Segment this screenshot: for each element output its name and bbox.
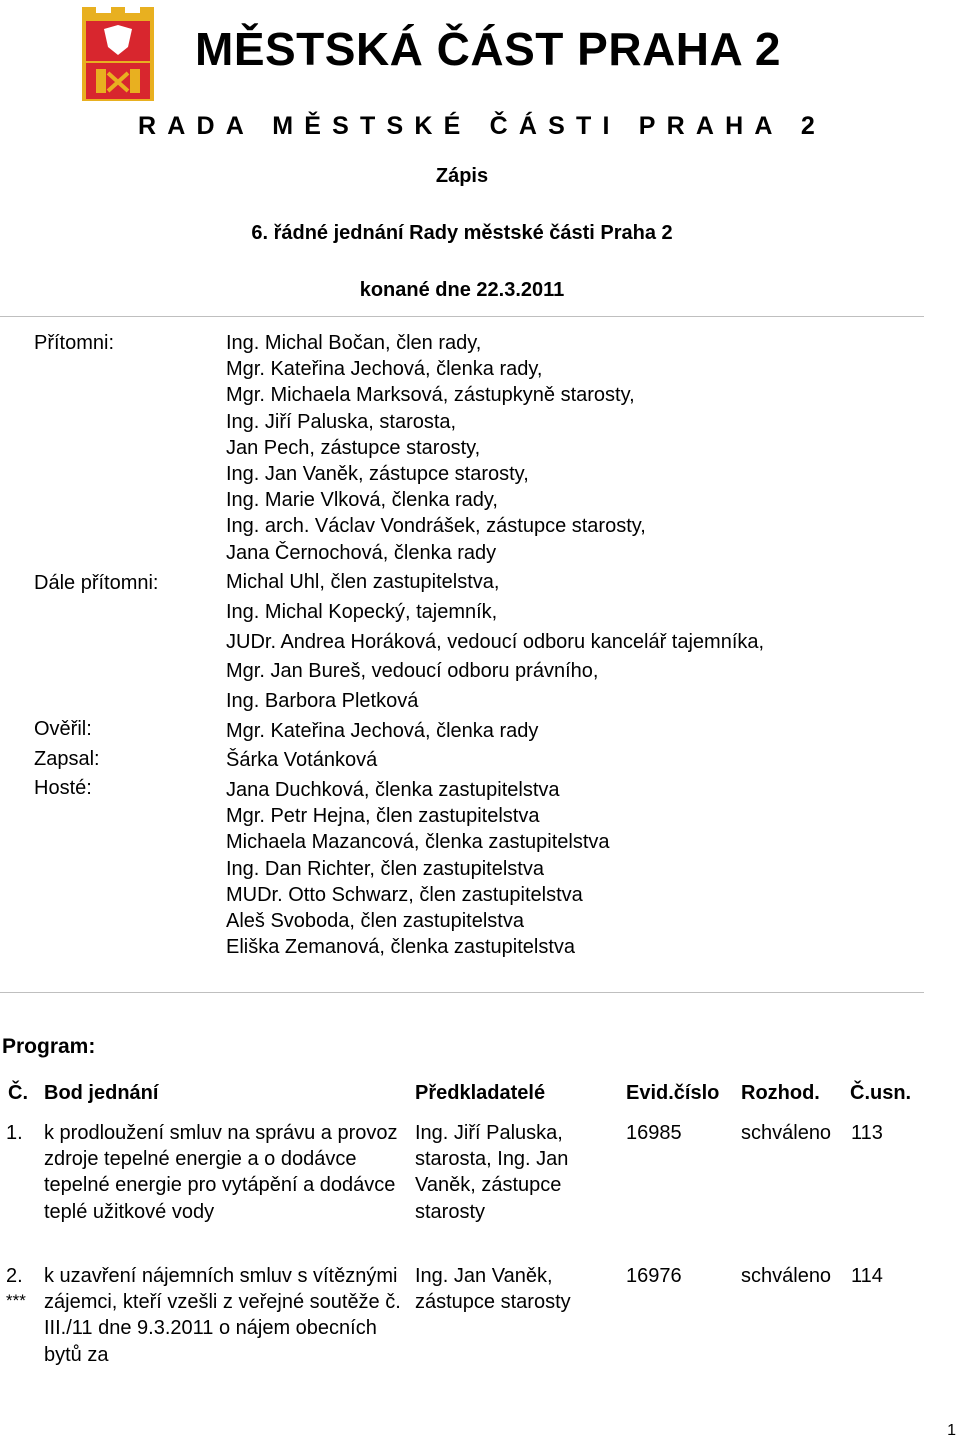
column-header-number: Č.: [8, 1082, 28, 1104]
meeting-date: konané dne 22.3.2011: [359, 279, 565, 301]
present-member: Ing. Jan Vaněk, zástupce starosty,: [226, 462, 529, 485]
meeting-title: 6. řádné jednání Rady městské části Praha 2: [251, 222, 673, 244]
decision: schváleno: [741, 1265, 832, 1287]
recorded-label: Zapsal:: [34, 748, 100, 770]
office-title: MĚSTSKÁ ČÁST PRAHA 2: [195, 23, 781, 75]
evid-number: 16976: [626, 1265, 682, 1287]
guest-name: Aleš Svoboda, člen zastupitelstva: [226, 909, 524, 932]
recorder-name: Šárka Votánková: [226, 749, 378, 772]
also-present-member: Ing. Barbora Pletková: [226, 689, 419, 712]
present-member: Jan Pech, zástupce starosty,: [226, 436, 481, 459]
evid-number: 16985: [626, 1122, 682, 1144]
row-number: 2.: [6, 1265, 23, 1287]
column-header-resolution: Č.usn.: [850, 1082, 912, 1104]
column-header-item: Bod jednání: [44, 1082, 159, 1104]
divider: [0, 992, 924, 993]
program-title: Program:: [2, 1035, 96, 1058]
also-present-member: Mgr. Jan Bureš, vedoucí odboru právního,: [226, 660, 599, 683]
guest-name: MUDr. Otto Schwarz, člen zastupitelstva: [226, 883, 583, 906]
divider: [0, 316, 924, 317]
also-present-member: JUDr. Andrea Horáková, vedoucí odboru kancelář tajemníka,: [226, 630, 765, 653]
row-number: 1.: [6, 1122, 23, 1144]
guest-name: Jana Duchková, členka zastupitelstva: [226, 779, 560, 801]
decision: schváleno: [741, 1122, 832, 1144]
also-present-member: Ing. Michal Kopecký, tajemník,: [226, 600, 498, 623]
column-header-submitters: Předkladatelé: [415, 1082, 546, 1104]
verifier-name: Mgr. Kateřina Jechová, členka rady: [226, 719, 539, 742]
guest-name: Eliška Zemanová, členka zastupitelstva: [226, 936, 576, 959]
present-member: Ing. Marie Vlková, členka rady,: [226, 489, 498, 512]
verified-label: Ověřil:: [34, 718, 92, 740]
also-present-label: Dále přítomni:: [34, 572, 159, 594]
submitters: Ing. Jiří Paluska, starosta, Ing. Jan Vaněk, zástupce starosty: [415, 1122, 569, 1223]
present-member: Mgr. Michaela Marksová, zástupkyně starosty,: [226, 384, 635, 407]
row-mark: ***: [6, 1291, 26, 1310]
column-header-decision: Rozhod.: [741, 1082, 820, 1104]
agenda-item: k uzavření nájemních smluv s vítěznými zájemci, kteří vzešli z veřejné soutěže č. III./11 dne 9.3.2011 o nájem obecních bytů za: [44, 1265, 401, 1366]
attendance-list: [226, 330, 764, 960]
coat-of-arms-logo: [82, 7, 154, 101]
present-member: Ing. Jiří Paluska, starosta,: [226, 410, 457, 433]
present-member: Mgr. Kateřina Jechová, členka rady,: [226, 358, 543, 381]
resolution-number: 113: [851, 1122, 883, 1144]
present-member: Ing. arch. Václav Vondrášek, zástupce starosty,: [226, 515, 646, 538]
guests-label: Hosté:: [34, 777, 92, 799]
also-present-member: Michal Uhl, člen zastupitelstva,: [226, 571, 500, 594]
submitters: Ing. Jan Vaněk, zástupce starosty: [415, 1265, 571, 1314]
column-header-evid: Evid.číslo: [626, 1082, 720, 1104]
agenda-item: k prodloužení smluv na správu a provoz zdroje tepelné energie a o dodávce tepelné energie pro vytápění a dodávce teplé užitkové vody: [44, 1122, 398, 1223]
guest-name: Mgr. Petr Hejna, člen zastupitelstva: [226, 805, 540, 828]
guest-name: Ing. Dan Richter, člen zastupitelstva: [226, 857, 544, 880]
page-number: 1: [947, 1422, 956, 1439]
resolution-number: 114: [851, 1265, 883, 1287]
guest-name: Michaela Mazancová, členka zastupitelstva: [226, 831, 610, 854]
council-subtitle: RADA MĚSTSKÉ ČÁSTI PRAHA 2: [138, 112, 826, 140]
document-heading: Zápis: [435, 165, 489, 187]
present-member: Jana Černochová, členka rady: [226, 541, 497, 564]
present-member: Ing. Michal Bočan, člen rady,: [226, 332, 482, 354]
present-label: Přítomni:: [34, 332, 115, 354]
